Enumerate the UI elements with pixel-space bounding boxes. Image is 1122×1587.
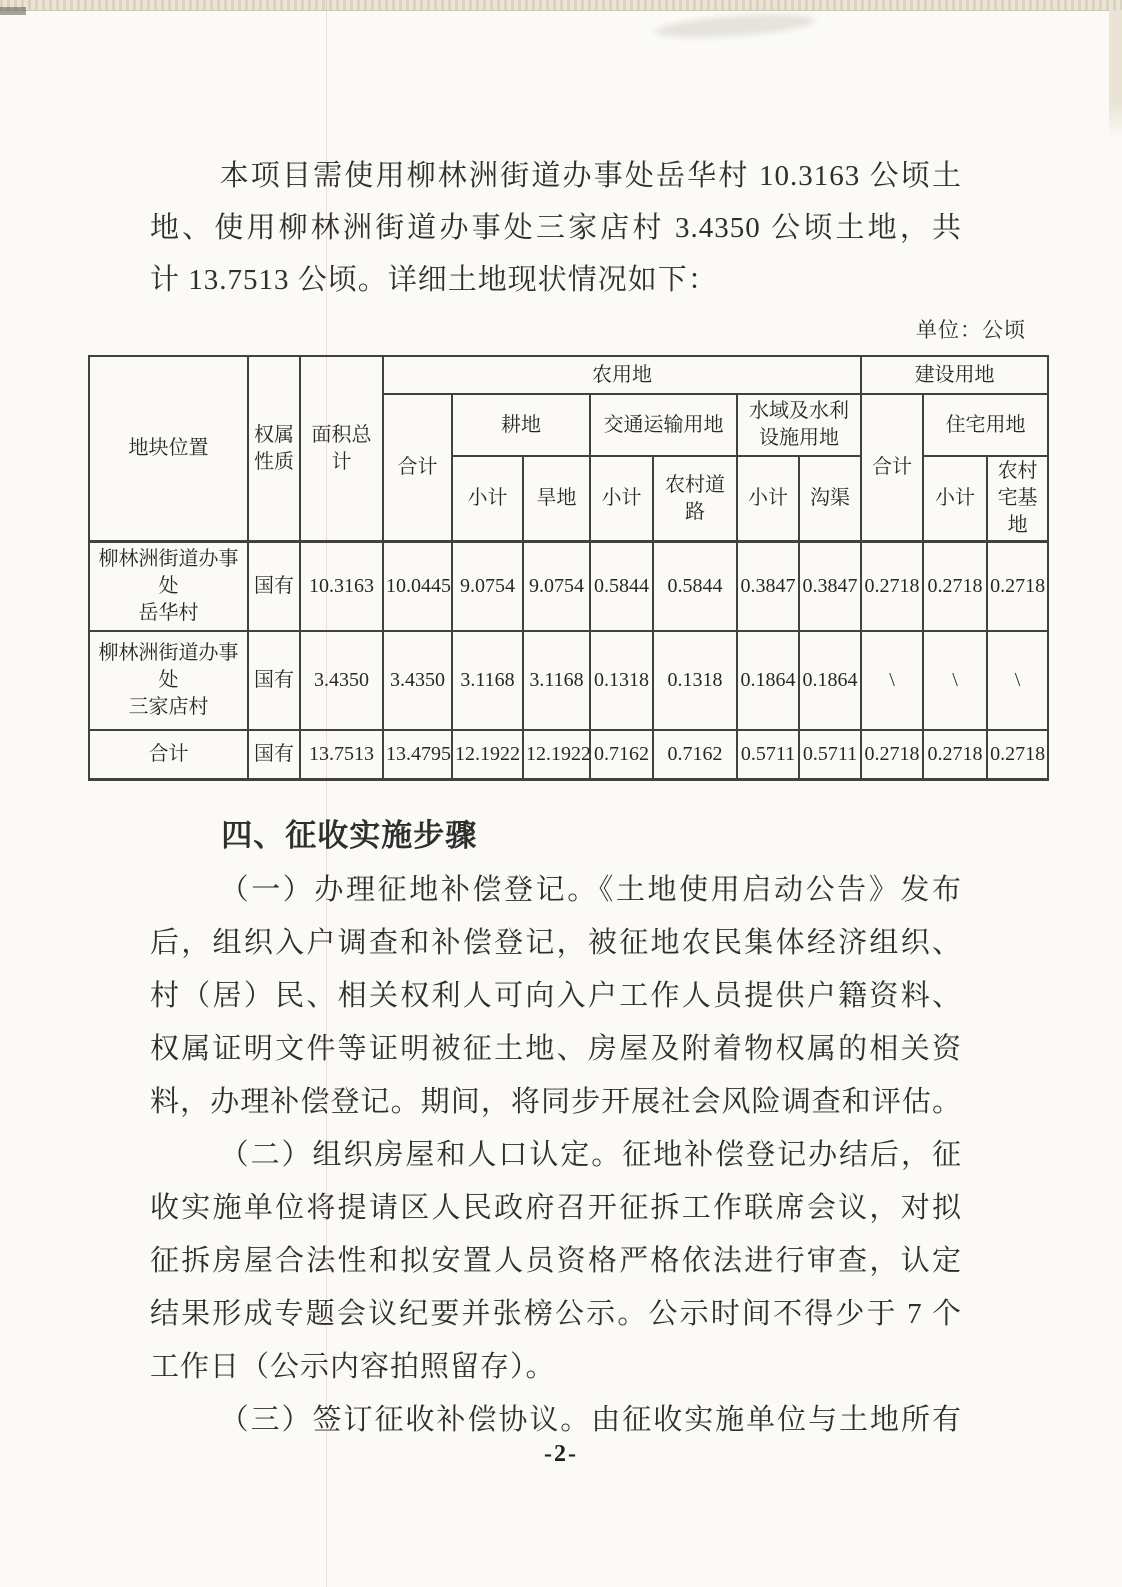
- scan-smudge: [654, 10, 815, 41]
- col-header-agri-subtotal: 合计: [383, 394, 452, 542]
- cell-location: [89, 730, 248, 780]
- cell-value: 13.7513: [300, 730, 383, 780]
- cell-ownership: 国有: [248, 542, 300, 631]
- cell-value: 0.1864: [737, 631, 799, 730]
- col-header-agricultural-land: 农用地: [383, 356, 861, 394]
- cell-value: 3.1168: [452, 631, 523, 730]
- col-header-ownership: 权属性质: [248, 356, 300, 542]
- cell-value: \: [987, 631, 1048, 730]
- col-header-total-area: 面积总计: [300, 356, 383, 542]
- intro-line: 计 13.7513 公顷。详细土地现状情况如下：: [150, 264, 718, 296]
- col-header-rural-road: 农村道路: [653, 456, 737, 542]
- col-header-cultivated-subtotal: 小计: [452, 456, 523, 542]
- col-header-water: 水域及水利设施用地: [737, 394, 861, 456]
- cell-value: 0.2718: [923, 730, 987, 780]
- col-header-location: 地块位置: [89, 356, 248, 542]
- cell-value: 12.1922: [523, 730, 590, 780]
- cell-value: 0.5844: [653, 542, 737, 631]
- location-line: 柳林洲街道办事处: [98, 547, 239, 597]
- paragraph-line: 工作日（公示内容拍照留存）。: [150, 1351, 556, 1383]
- intro-line: 地、使用柳林洲街道办事处三家店村 3.4350 公顷土地，共: [150, 212, 962, 244]
- paragraph-line: 料，办理补偿登记。期间，将同步开展社会风险调查和评估。: [150, 1086, 962, 1118]
- cell-value: 0.5711: [737, 730, 799, 780]
- cell-value: 0.1318: [653, 631, 737, 730]
- cell-value: 0.2718: [861, 730, 923, 780]
- col-header-constr-subtotal: 合计: [861, 394, 923, 542]
- paragraph-line: 结果形成专题会议纪要并张榜公示。公示时间不得少于 7 个: [150, 1298, 962, 1330]
- col-header-construction-land: 建设用地: [861, 356, 1048, 394]
- cell-value: 9.0754: [452, 542, 523, 631]
- section-body: [150, 864, 962, 1447]
- cell-location: [89, 631, 248, 730]
- cell-value: 13.4795: [383, 730, 452, 780]
- paragraph-line: 后，组织入户调查和补偿登记，被征地农民集体经济组织、: [150, 927, 962, 959]
- cell-value: 10.0445: [383, 542, 452, 631]
- paragraph-line: 征拆房屋合法性和拟安置人员资格严格依法进行审查，认定: [150, 1245, 962, 1277]
- cell-value: 0.3847: [799, 542, 861, 631]
- cell-value: 3.4350: [300, 631, 383, 730]
- paragraph-line: （一）办理征地补偿登记。《土地使用启动公告》发布: [219, 874, 962, 906]
- cell-value: 0.1864: [799, 631, 861, 730]
- col-header-residential: 住宅用地: [923, 394, 1048, 456]
- location-line: 岳华村: [138, 601, 199, 624]
- col-header-transport: 交通运输用地: [590, 394, 737, 456]
- intro-paragraph: [150, 150, 962, 306]
- cell-value: 0.7162: [590, 730, 653, 780]
- cell-location: [89, 542, 248, 631]
- col-header-homestead: 农村宅基地: [987, 456, 1048, 542]
- paragraph-line: 村（居）民、相关权利人可向入户工作人员提供户籍资料、: [150, 980, 962, 1012]
- cell-value: \: [861, 631, 923, 730]
- unit-label: 单位：公顷: [916, 318, 1026, 342]
- cell-value: 3.1168: [523, 631, 590, 730]
- cell-value: 0.2718: [923, 542, 987, 631]
- location-line: 柳林洲街道办事处: [98, 641, 239, 691]
- cell-value: \: [923, 631, 987, 730]
- table-row-sanjiadian: [89, 631, 1048, 730]
- cell-value: 3.4350: [383, 631, 452, 730]
- cell-value: 12.1922: [452, 730, 523, 780]
- scan-edge-top: [0, 0, 1122, 11]
- cell-value: 0.2718: [987, 730, 1048, 780]
- intro-line: 本项目需使用柳林洲街道办事处岳华村 10.3163 公顷土: [219, 160, 962, 192]
- cell-value: 0.5844: [590, 542, 653, 631]
- header-row-groups: [89, 356, 1048, 394]
- location-line: 合计: [148, 742, 189, 765]
- table-row-yuehua: [89, 542, 1048, 631]
- cell-value: 10.3163: [300, 542, 383, 631]
- col-header-ditch: 沟渠: [799, 456, 861, 542]
- cell-value: 0.5711: [799, 730, 861, 780]
- paragraph-line: 权属证明文件等证明被征土地、房屋及附着物权属的相关资: [150, 1033, 962, 1065]
- paragraph-line: 收实施单位将提请区人民政府召开征拆工作联席会议，对拟: [150, 1192, 962, 1224]
- scan-edge-right: [1109, 10, 1122, 140]
- paragraph-line: （二）组织房屋和人口认定。征地补偿登记办结后，征: [219, 1139, 962, 1171]
- paragraph-line: （三）签订征收补偿协议。由征收实施单位与土地所有: [219, 1404, 962, 1436]
- col-header-residential-subtotal: 小计: [923, 456, 987, 542]
- col-header-dry-land: 旱地: [523, 456, 590, 542]
- col-header-water-subtotal: 小计: [737, 456, 799, 542]
- cell-value: 9.0754: [523, 542, 590, 631]
- cell-value: 0.3847: [737, 542, 799, 631]
- table-row-total: [89, 730, 1048, 780]
- col-header-transport-subtotal: 小计: [590, 456, 653, 542]
- cell-ownership: 国有: [248, 631, 300, 730]
- cell-value: 0.2718: [861, 542, 923, 631]
- page-number: -2-: [544, 1441, 578, 1467]
- section-heading: 四、征收实施步骤: [221, 818, 478, 853]
- land-status-table: [88, 355, 1049, 781]
- scan-corner-mark: [0, 7, 26, 15]
- cell-ownership: 国有: [248, 730, 300, 780]
- location-line: 三家店村: [128, 695, 209, 718]
- cell-value: 0.2718: [987, 542, 1048, 631]
- col-header-cultivated: 耕地: [452, 394, 590, 456]
- cell-value: 0.1318: [590, 631, 653, 730]
- cell-value: 0.7162: [653, 730, 737, 780]
